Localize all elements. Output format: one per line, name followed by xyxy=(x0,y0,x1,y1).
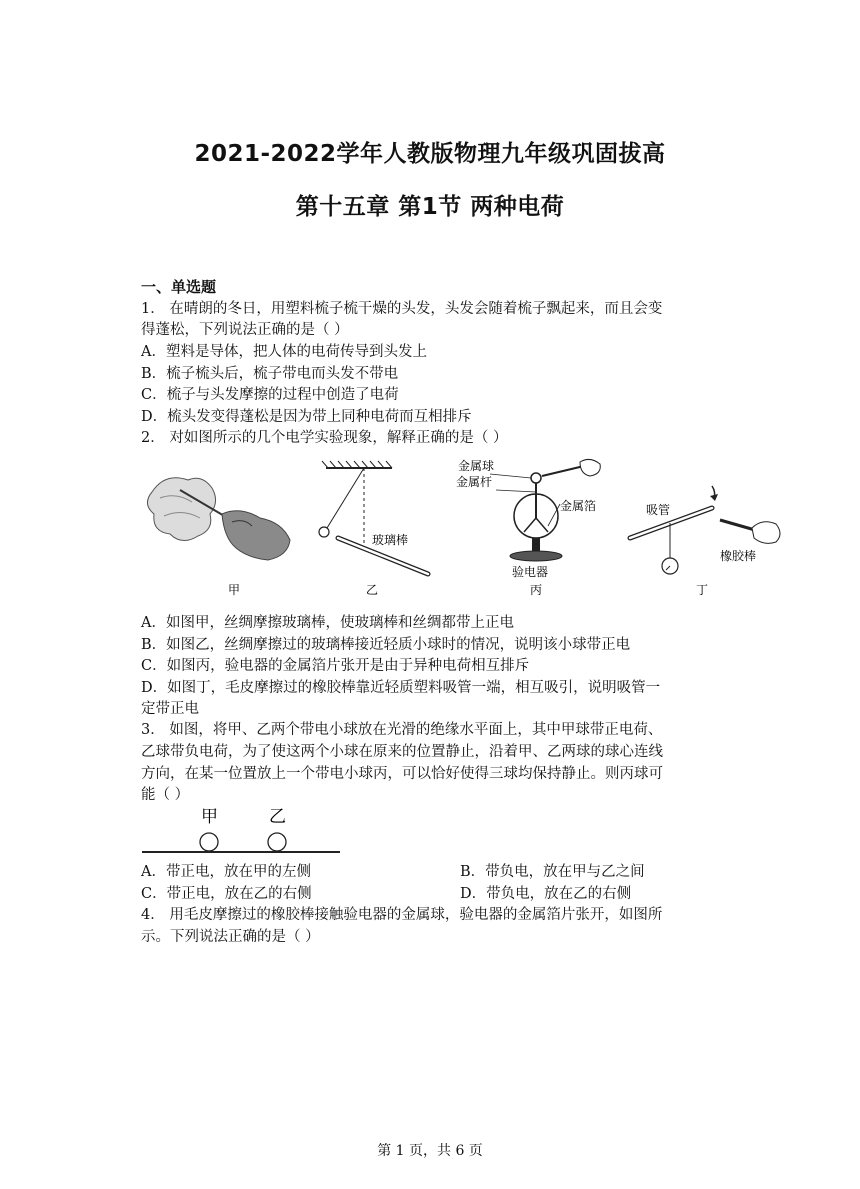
figure-label-metal-ball: 金属球 xyxy=(458,459,495,473)
figure-label-metal-foil: 金属箔 xyxy=(560,499,597,513)
figure-label-bing: 丙 xyxy=(530,583,543,597)
q3-option-b: B．带负电，放在甲与乙之间 xyxy=(460,864,645,880)
q3-option-a: A．带正电，放在甲的左侧 xyxy=(141,864,311,880)
q3-option-d: D．带负电，放在乙的右侧 xyxy=(460,886,632,902)
q2-option-c: C．如图丙，验电器的金属箔片张开是由于异种电荷相互排斥 xyxy=(141,658,530,674)
figure-label-rubber-rod: 橡胶棒 xyxy=(720,549,757,563)
q1-option-d: D．梳头发变得蓬松是因为带上同种电荷而互相排斥 xyxy=(141,409,472,425)
q3-stem-line1: 3． 如图，将甲、乙两个带电小球放在光滑的绝缘水平面上，其中甲球带正电荷、 xyxy=(141,722,663,738)
document-title: 2021-2022学年人教版物理九年级巩固拔高 xyxy=(194,141,666,167)
figure-label-jia: 甲 xyxy=(228,583,241,597)
figure-label-electroscope: 验电器 xyxy=(512,565,549,579)
q1-stem-line2: 得蓬松，下列说法正确的是（ ） xyxy=(141,322,349,338)
q3-stem-line3: 方向，在某一位置放上一个带电小球丙，可以恰好使得三球均保持静止。则丙球可 xyxy=(141,766,663,782)
q2-experiment-figure xyxy=(140,452,790,607)
q2-option-a: A．如图甲，丝绸摩擦玻璃棒，使玻璃棒和丝绸都带上正电 xyxy=(141,615,514,631)
figure-yi-pendulum xyxy=(319,461,428,597)
q1-stem-line1: 1． 在晴朗的冬日，用塑料梳子梳干燥的头发，头发会随着梳子飘起来，而且会变 xyxy=(141,301,663,317)
q4-stem-line1: 4． 用毛皮摩擦过的橡胶棒接触验电器的金属球，验电器的金属箔片张开，如图所 xyxy=(141,907,663,923)
figure-label-straw: 吸管 xyxy=(646,503,671,517)
figure-jia-silk-rubbing xyxy=(147,478,290,597)
q2-stem: 2． 对如图所示的几个电学实验现象，解释正确的是（ ） xyxy=(141,430,508,446)
q3-stem-line2: 乙球带负电荷，为了使这两个小球在原来的位置静止，沿着甲、乙两球的球心连线 xyxy=(141,744,663,760)
figure-ding-straw xyxy=(630,486,780,597)
q3-option-c: C．带正电，放在乙的右侧 xyxy=(141,886,312,902)
ball-label-yi: 乙 xyxy=(269,807,286,827)
ball-label-jia: 甲 xyxy=(201,807,218,827)
figure-label-yi: 乙 xyxy=(366,583,379,597)
q2-option-b: B．如图乙，丝绸摩擦过的玻璃棒接近轻质小球时的情况，说明该小球带正电 xyxy=(141,637,631,653)
q1-option-b: B．梳子梳头后，梳子带电而头发不带电 xyxy=(141,366,399,382)
figure-label-ding: 丁 xyxy=(696,583,709,597)
q2-option-d-line1: D．如图丁，毛皮摩擦过的橡胶棒靠近轻质塑料吸管一端，相互吸引，说明吸管一 xyxy=(141,680,661,696)
figure-label-glass-rod: 玻璃棒 xyxy=(372,533,409,547)
figure-label-metal-rod: 金属杆 xyxy=(456,475,493,489)
q1-option-c: C．梳子与头发摩擦的过程中创造了电荷 xyxy=(141,387,399,403)
q3-stem-line4: 能（ ） xyxy=(141,787,190,803)
q1-option-a: A．塑料是导体，把人体的电荷传导到头发上 xyxy=(141,344,427,360)
page-footer: 第 1 页，共 6 页 xyxy=(377,1143,483,1159)
section-heading: 一、单选题 xyxy=(141,278,217,296)
figure-bing-electroscope xyxy=(456,458,600,597)
q3-balls-figure xyxy=(140,802,350,858)
document-subtitle: 第十五章 第1节 两种电荷 xyxy=(295,194,565,220)
q4-stem-line2: 示。下列说法正确的是（ ） xyxy=(141,929,320,945)
q2-option-d-line2: 定带正电 xyxy=(141,701,199,717)
